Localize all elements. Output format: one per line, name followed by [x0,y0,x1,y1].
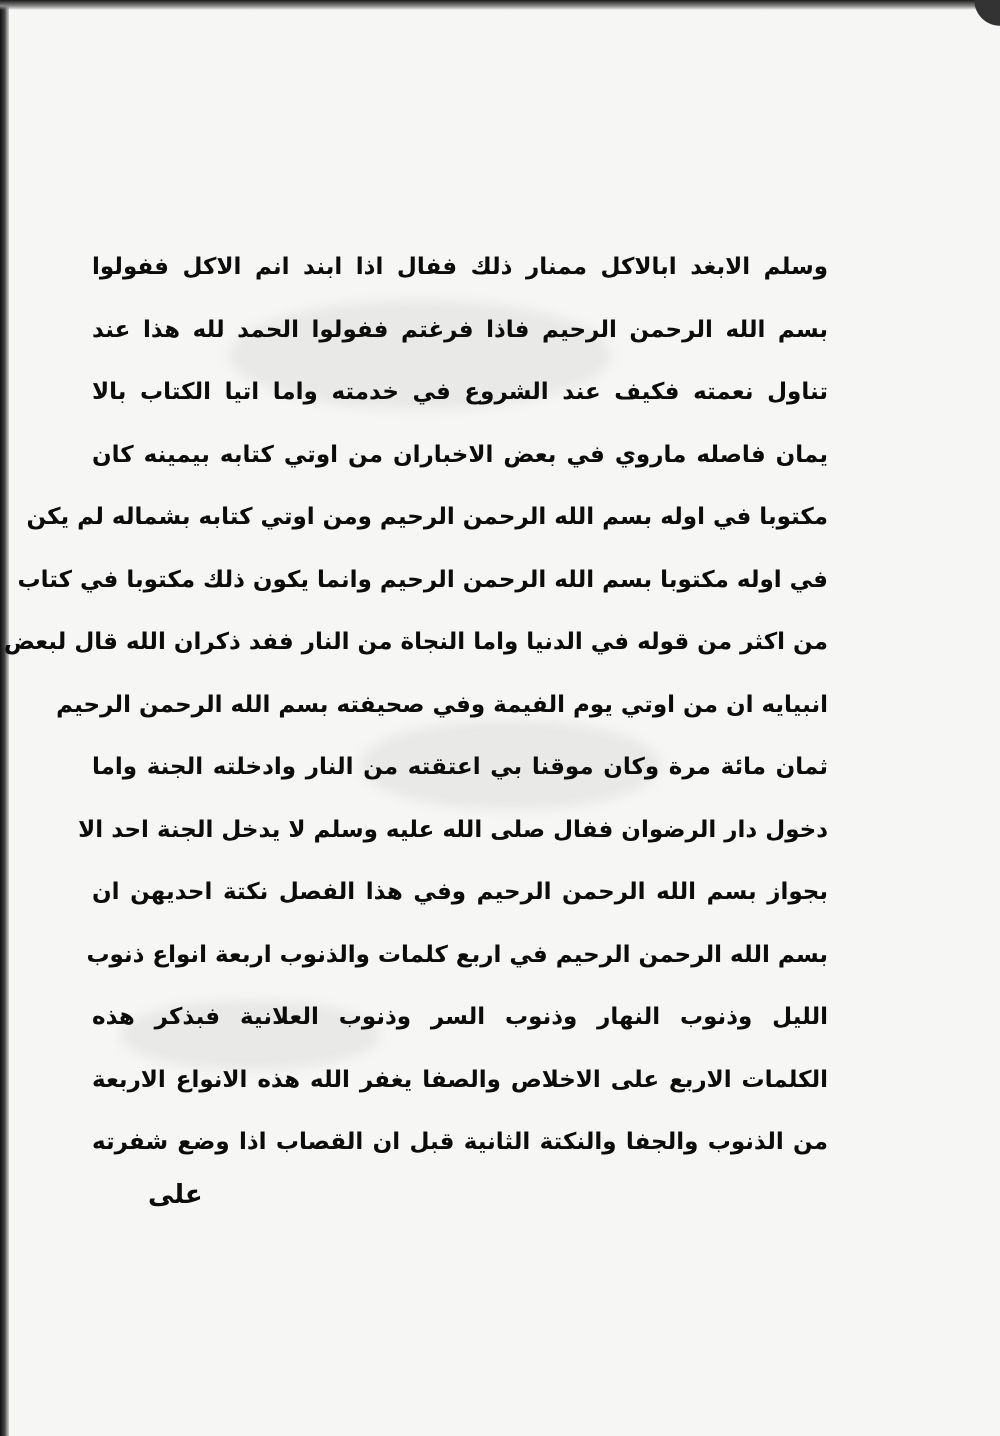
manuscript-line: بجواز بسم الله الرحمن الرحيم وفي هذا الفصل نكتة احديهن ان [92,879,828,905]
manuscript-line: من الذنوب والجفا والنكتة الثانية قبل ان القصاب اذا وضع شفرته [92,1129,828,1155]
page-left-edge-shadow [0,0,9,1436]
catchword: على [148,1180,203,1210]
manuscript-line: وسلم الابغد ابالاكل ممنار ذلك ففال اذا ابند انم الاكل ففولوا [92,254,828,280]
manuscript-line: من اكثر من قوله في الدنيا واما النجاة من النار ففد ذكران الله قال لبعض [3,629,828,655]
manuscript-line: الليل وذنوب النهار وذنوب السر وذنوب العلانية فبذكر هذه [92,1004,828,1030]
manuscript-line: ثمان مائة مرة وكان موقنا بي اعتقته من النار وادخلته الجنة واما [92,754,828,780]
manuscript-text-block [3,236,828,1174]
manuscript-line: تناول نعمته فكيف عند الشروع في خدمته واما اتيا الكتاب بالا [92,379,828,405]
manuscript-line: يمان فاصله ماروي في بعض الاخباران من اوتي كتابه بيمينه كان [92,441,828,468]
manuscript-line: دخول دار الرضوان ففال صلى الله عليه وسلم لا يدخل الجنة احد الا [78,816,828,843]
page-corner-shadow [960,0,1000,40]
manuscript-line: الكلمات الاربع على الاخلاص والصفا يغفر الله هذه الانواع الاربعة [92,1066,828,1093]
manuscript-line: بسم الله الرحمن الرحيم فاذا فرغتم ففولوا الحمد لله هذا عند [92,316,828,343]
manuscript-line: انبيايه ان من اوتي يوم الفيمة وفي صحيفته بسم الله الرحمن الرحيم [56,691,828,718]
manuscript-line: في اوله مكتوبا بسم الله الرحمن الرحيم وانما يكون ذلك مكتوبا في كتاب [17,566,828,593]
manuscript-line: مكتوبا في اوله بسم الله الرحمن الرحيم ومن اوتي كتابه بشماله لم يكن [26,504,828,530]
manuscript-line: بسم الله الرحمن الرحيم في اربع كلمات والذنوب اربعة انواع ذنوب [86,941,828,968]
page-top-edge-shadow [0,0,1000,10]
